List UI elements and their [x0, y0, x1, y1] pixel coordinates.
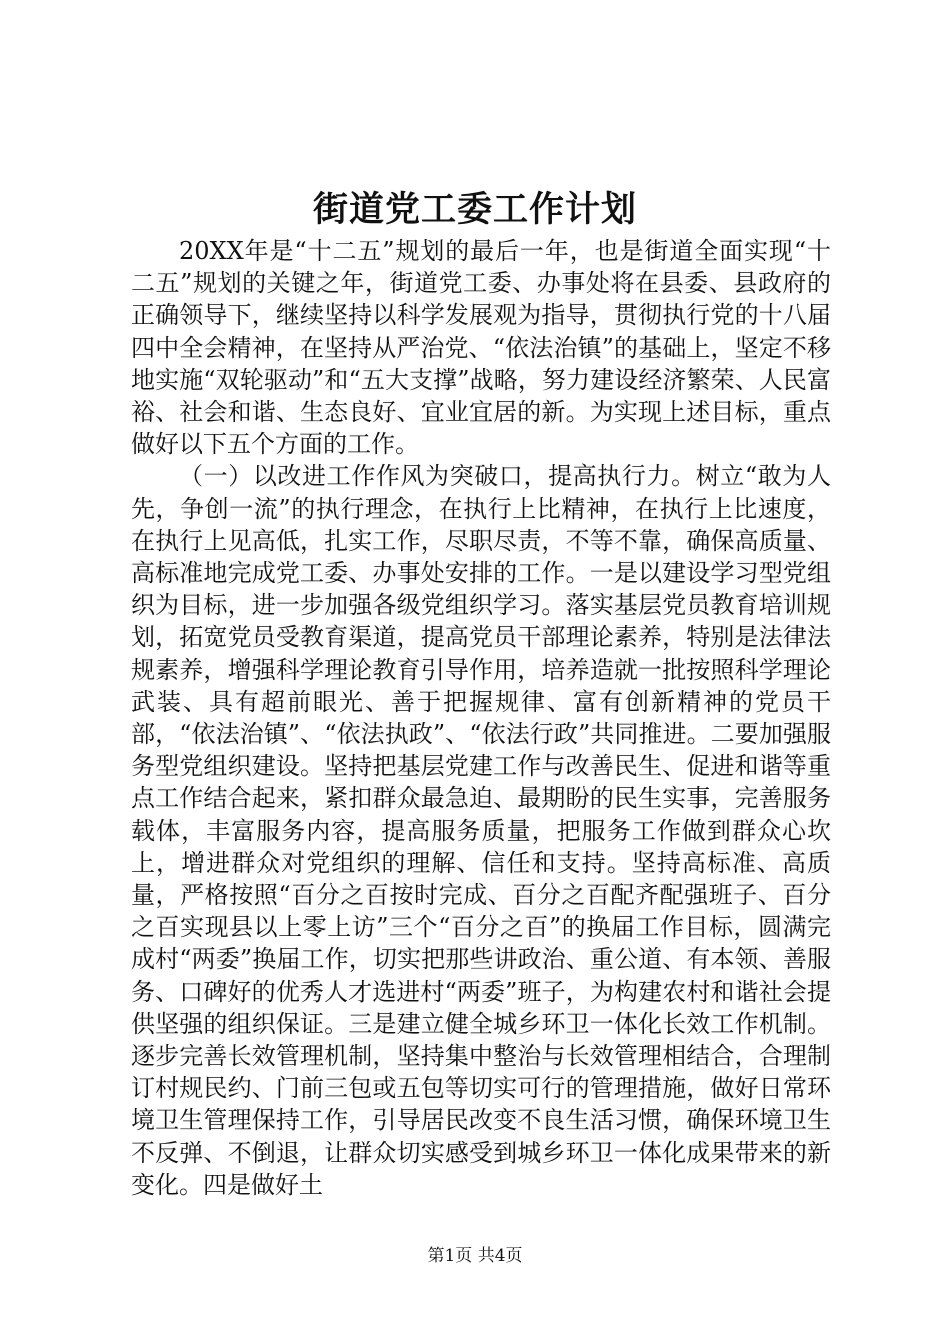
paragraph-intro: 20XX年是“十二五”规划的最后一年，也是街道全面实现“十二五”规划的关键之年，街道党工委、办事处将在县委、县政府的正确领导下，继续坚持以科学发展观为指导，贯彻执行党的十八届四中全会精神，在坚持从严治党、“依法治镇”的基础上，坚定不移地实施“双轮驱动”和“五大支撑”战略，努力建设经济繁荣、人民富裕、社会和谐、生态良好、宜业宜居的新。为实现上述目标，重点做好以下五个方面的工作。: [131, 237, 831, 459]
page-footer: 第1页 共4页: [427, 1246, 523, 1266]
paragraph-section-1: （一）以改进工作作风为突破口，提高执行力。树立“敢为人先，争创一流”的执行理念，在执行上比精神，在执行上比速度，在执行上见高低，扎实工作，尽职尽责，不等不靠，确保高质量、高标准地完成党工委、办事处安排的工作。一是以建设学习型党组织为目标，进一步加强各级党组织学习。落实基层党员教育培训规划，拓宽党员受教育渠道，提高党员干部理论素养，特别是法律法规素养，增强科学理论教育引导作用，培养造就一批按照科学理论武装、具有超前眼光、善于把握规律、富有创新精神的党员干部，“依法治镇”、“依法执政”、“依法行政”共同推进。二要加强服务型党组织建设。坚持把基层党建工作与改善民生、促进和谐等重点工作结合起来，紧扣群众最急迫、最期盼的民生实事，完善服务载体，丰富服务内容，提高服务质量，把服务工作做到群众心坎上，增进群众对党组织的理解、信任和支持。坚持高标准、高质量，严格按照“百分之百按时完成、百分之百配齐配强班子、百分之百实现县以上零上访”三个“百分之百”的换届工作目标，圆满完成村“两委”换届工作，切实把那些讲政治、重公道、有本领、善服务、口碑好的优秀人才选进村“两委”班子，为构建农村和谐社会提供坚强的组织保证。三是建立健全城乡环卫一体化长效工作机制。逐步完善长效管理机制，坚持集中整治与长效管理相结合，合理制订村规民约、门前三包或五包等切实可行的管理措施，做好日常环境卫生管理保持工作，引导居民改变不良生活习惯，确保环境卫生不反弹、不倒退，让群众切实感受到城乡环卫一体化成果带来的新变化。四是做好土: [131, 462, 831, 1199]
document-title: 街道党工委工作计划: [312, 189, 637, 230]
document-body: [131, 235, 831, 1201]
